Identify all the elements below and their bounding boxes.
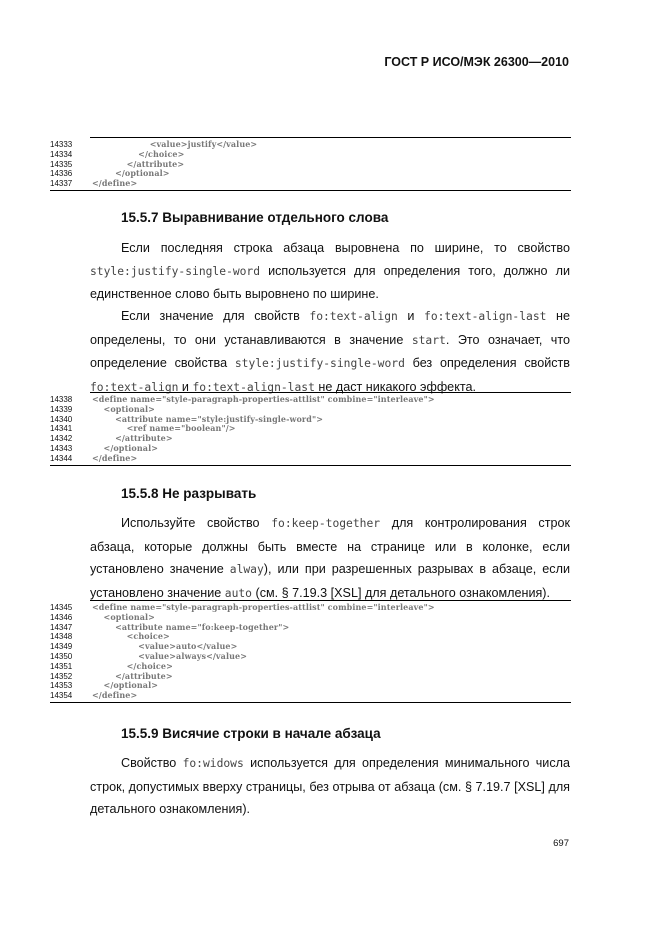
- line-number: 14343: [50, 443, 73, 453]
- code-text: </optional>: [92, 442, 159, 453]
- line-number: 14338: [50, 395, 73, 404]
- inline-code: fo:text-align: [90, 380, 179, 394]
- inline-code: style:justify-single-word: [234, 357, 405, 371]
- line-number: 14348: [50, 632, 73, 642]
- text-run: и: [397, 309, 425, 323]
- line-number: 14352: [50, 671, 73, 681]
- code-text: </attribute>: [92, 158, 185, 169]
- code-text: <value>auto</value>: [92, 641, 238, 652]
- paragraph-text-align: [90, 305, 570, 399]
- code-line: [50, 179, 571, 189]
- text-run: Если значение для свойств: [121, 309, 310, 323]
- text-run: используется для определения минимального числа строк, допустимых вверху страницы, без отрыва от абзаца (см. § 7.19.7 [XSL] для детального ознакомления).: [90, 756, 570, 817]
- code-text: <choice>: [92, 631, 170, 642]
- line-number: 14334: [50, 149, 73, 159]
- code-text: </choice>: [92, 148, 185, 159]
- text-run: для контролирования строк абзаца, которые должны быть вместе на странице или в колонке, если установлено значение: [90, 516, 570, 577]
- inline-code: auto: [224, 586, 252, 600]
- line-number: 14350: [50, 651, 73, 661]
- line-number: 14336: [50, 169, 73, 179]
- line-number: 14342: [50, 434, 73, 444]
- line-number: 14339: [50, 404, 73, 414]
- text-run: не определены, то они устанавливаются в значение: [90, 309, 570, 347]
- code-text: </define>: [92, 452, 138, 463]
- paragraph-justify-single-word: [90, 237, 570, 306]
- text-run: Используйте свойство: [121, 516, 272, 530]
- text-run: используется для определения того, должно ли единственное слово быть выровнено по ширине.: [90, 263, 570, 302]
- line-number: 14335: [50, 159, 73, 169]
- inline-code: fo:text-align-last: [192, 380, 315, 394]
- code-text: </choice>: [92, 660, 173, 671]
- text-run: . Это означает, что определение свойства: [90, 332, 570, 371]
- inline-code: start: [411, 333, 446, 347]
- code-text: <optional>: [92, 403, 155, 414]
- line-number: 14351: [50, 661, 73, 671]
- text-run: ), или при разрешенных разрывах в абзаце, если установлено значение: [90, 562, 570, 600]
- code-text: </optional>: [92, 168, 170, 179]
- text-run: Свойство: [121, 756, 183, 770]
- code-line: [50, 454, 571, 464]
- code-text: <define name="style-paragraph-properties-attlist" combine="interleave">: [92, 602, 435, 612]
- code-text: <optional>: [92, 611, 155, 622]
- code-listing-3: [50, 600, 571, 703]
- inline-code: fo:keep-together: [271, 517, 381, 530]
- code-line: [50, 691, 571, 701]
- page-number: 697: [553, 838, 569, 849]
- line-number: 14345: [50, 603, 73, 612]
- section-title-15-5-8: 15.5.8 Не разрывать: [121, 486, 257, 501]
- code-text: <ref name="boolean"/>: [92, 423, 236, 434]
- inline-code: fo:text-align-last: [424, 310, 547, 323]
- code-text: </attribute>: [92, 670, 173, 681]
- paragraph-widows: [90, 752, 570, 821]
- text-run: (см. § 7.19.3 [XSL] для детального ознакомления).: [252, 585, 550, 600]
- line-number: 14344: [50, 453, 73, 463]
- line-number: 14353: [50, 681, 73, 691]
- inline-code: fo:text-align: [309, 310, 398, 323]
- line-number: 14337: [50, 179, 73, 189]
- line-number: 14354: [50, 691, 73, 701]
- section-title-15-5-9: 15.5.9 Висячие строки в начале абзаца: [121, 726, 381, 741]
- code-text: <define name="style-paragraph-properties-attlist" combine="interleave">: [92, 394, 435, 404]
- line-number: 14346: [50, 612, 73, 622]
- line-number: 14333: [50, 140, 73, 149]
- text-run: и: [178, 379, 193, 394]
- code-text: </optional>: [92, 680, 159, 691]
- text-run: без определения свойств: [404, 356, 570, 371]
- code-text: <attribute name="fo:keep-together">: [92, 621, 290, 632]
- code-listing-2: [50, 392, 571, 466]
- line-number: 14347: [50, 622, 73, 632]
- code-text: <value>always</value>: [92, 650, 247, 661]
- code-listing-1: [50, 137, 571, 191]
- text-run: Если последняя строка абзаца выровнена по ширине, то свойство: [121, 241, 570, 255]
- line-number: 14340: [50, 414, 73, 424]
- code-text: </define>: [92, 178, 138, 189]
- code-text: </define>: [92, 690, 138, 701]
- code-text: <value>justify</value>: [92, 139, 258, 149]
- code-text: <attribute name="style:justify-single-word">: [92, 413, 324, 424]
- line-number: 14349: [50, 642, 73, 652]
- text-run: не даст никакого эффекта.: [314, 379, 476, 394]
- section-title-15-5-7: 15.5.7 Выравнивание отдельного слова: [121, 210, 389, 225]
- line-number: 14341: [50, 424, 73, 434]
- document-header: ГОСТ Р ИСО/МЭК 26300—2010: [384, 55, 569, 69]
- code-text: </attribute>: [92, 433, 173, 444]
- inline-code: fo:widows: [182, 757, 244, 770]
- inline-code: alway: [229, 563, 264, 577]
- inline-code: style:justify-single-word: [90, 264, 261, 278]
- paragraph-keep-together: [90, 512, 570, 605]
